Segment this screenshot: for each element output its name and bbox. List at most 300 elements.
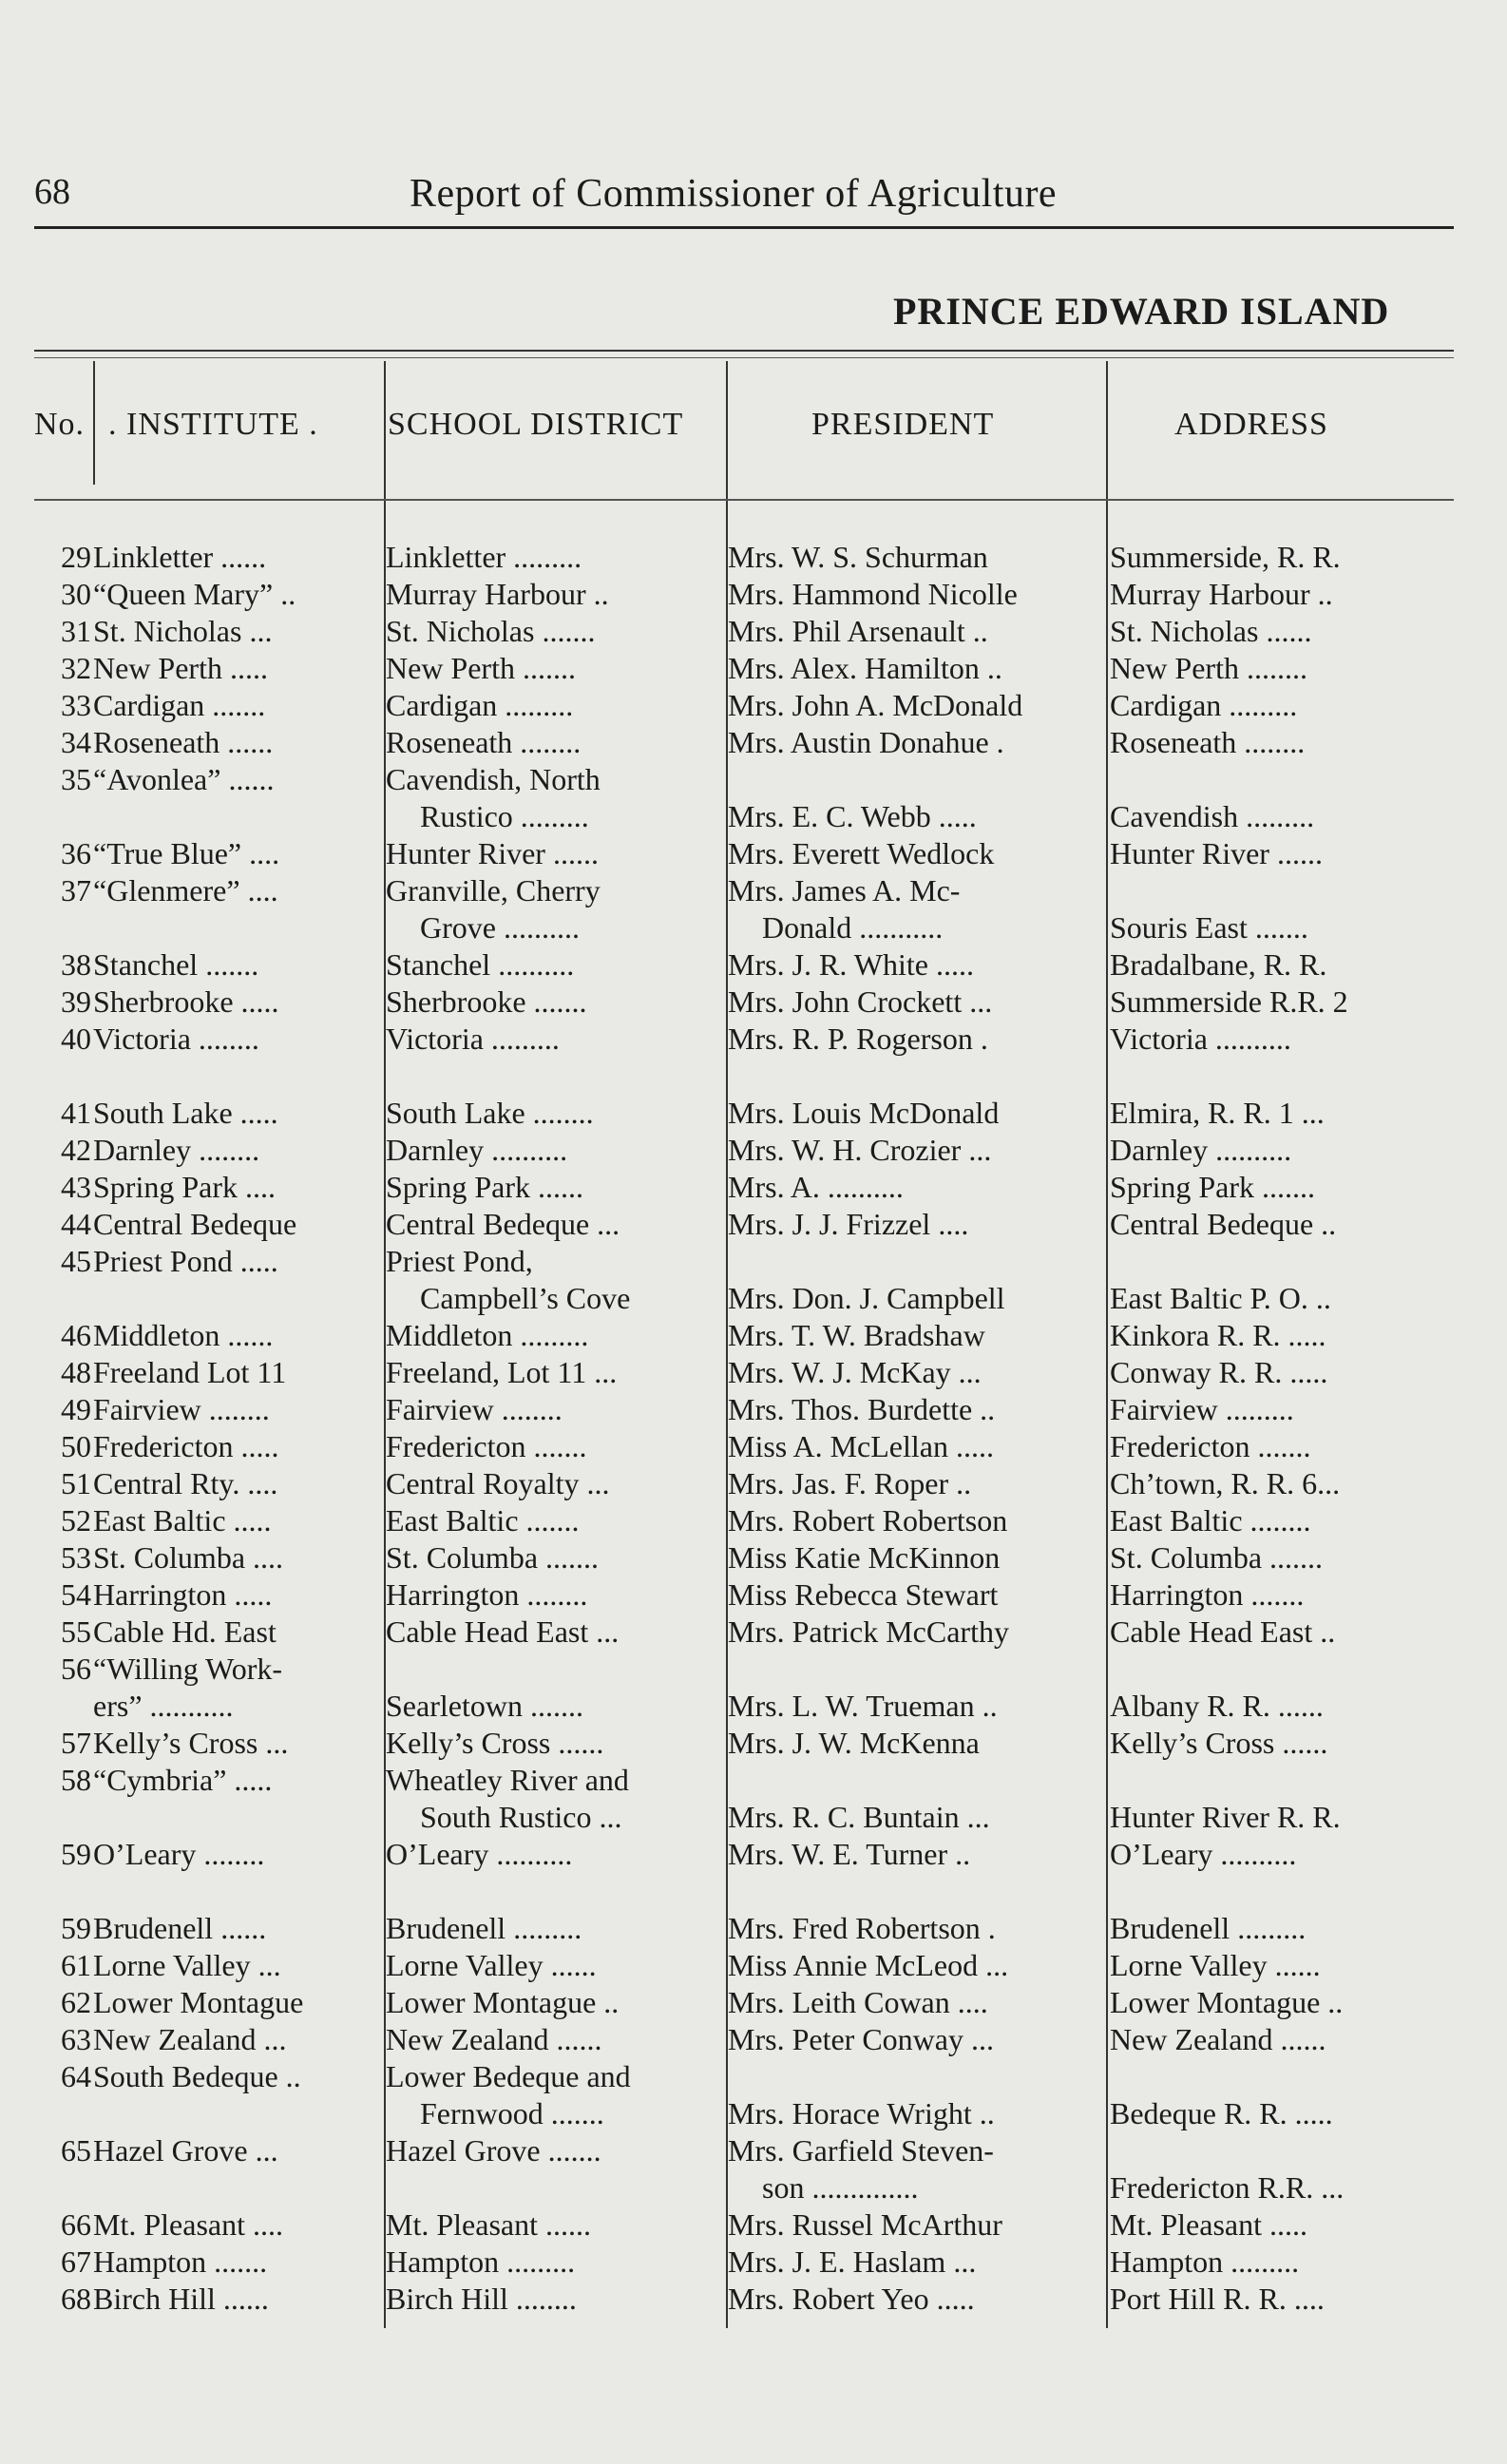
table-row [34,1502,1454,1539]
column-header-president: PRESIDENT [811,407,995,442]
column-header-no: No. [34,407,86,442]
institute-cell-line [93,1280,416,1317]
address-cell-line: Hunter River R. R. [1110,1800,1341,1834]
institute-cell-line: Sherbrooke ..... [93,984,279,1019]
address-cell [1110,1984,1452,2021]
president-cell [728,2206,1119,2244]
school-district-cell-line: Darnley .......... [386,1133,568,1167]
table-row [34,1539,1454,1576]
table-row [34,539,1454,576]
president-cell-line: Mrs. Garfield Steven- [728,2133,994,2168]
school-district-cell [386,946,758,984]
table-row [34,2058,1454,2132]
president-cell-line: Mrs. E. C. Webb ..... [728,799,977,833]
institute-cell-line [93,798,416,835]
institute-cell [93,984,416,1021]
institute-cell-line: New Zealand ... [93,2022,287,2056]
institute-cell [93,946,416,984]
president-cell-line: Mrs. Fred Robertson . [728,1911,996,1945]
institute-cell-line: Central Rty. .... [93,1466,278,1500]
address-cell [1110,539,1452,576]
school-district-cell-line: Fairview ........ [386,1392,563,1426]
row-number: 43 [61,1170,91,1204]
institute-cell-line: Cable Hd. East [93,1614,277,1649]
school-district-cell [386,1354,758,1391]
president-cell [728,1725,1119,1762]
president-cell-line: Mrs. R. P. Rogerson . [728,1022,988,1056]
school-district-cell [386,872,758,946]
school-district-cell-line: Harrington ........ [386,1577,588,1612]
address-cell-line: Murray Harbour .. [1110,577,1333,611]
running-title: Report of Commissioner of Agriculture [410,172,1058,216]
row-number: 30 [61,577,91,611]
president-cell-line: Mrs. John Crockett ... [728,984,993,1019]
header-bottom-rule [34,499,1454,501]
table-row [34,1095,1454,1132]
school-district-cell-line: St. Nicholas ....... [386,614,596,648]
address-cell-line: Souris East ....... [1110,910,1308,945]
column-header-address: ADDRESS [1174,407,1328,442]
address-cell-line: Lower Montague .. [1110,1985,1344,2019]
address-cell [1110,1391,1452,1428]
table-row [34,872,1454,946]
table-row [34,1576,1454,1614]
president-cell-line: Mrs. Robert Yeo ..... [728,2282,975,2316]
institute-cell [93,1354,416,1391]
table-row [34,1614,1454,1651]
school-district-cell-line: Lower Bedeque and [386,2059,631,2093]
institute-cell-line: Brudenell ...... [93,1911,267,1945]
school-district-cell-line: Murray Harbour .. [386,577,609,611]
address-cell [1110,2281,1452,2318]
institute-cell [93,1651,416,1725]
address-cell-line [1110,2132,1452,2169]
president-cell [728,613,1119,650]
institute-cell-line: Central Bedeque [93,1207,297,1241]
school-district-cell-line: East Baltic ....... [386,1503,580,1538]
table-row [34,835,1454,872]
president-cell-line: Mrs. J. R. White ..... [728,947,974,982]
institute-cell [93,1169,416,1206]
president-cell [728,1317,1119,1354]
table-row [34,1836,1454,1910]
school-district-cell [386,1206,758,1243]
president-cell [728,1243,1119,1317]
school-district-cell-line: Cardigan ......... [386,688,574,722]
row-number: 29 [61,540,91,574]
school-district-cell-line: Granville, Cherry [386,873,601,907]
president-cell-line: Miss Katie McKinnon [728,1540,1001,1575]
president-cell [728,1539,1119,1576]
school-district-cell-line: Brudenell ......... [386,1911,582,1945]
row-number: 46 [61,1318,91,1352]
school-district-cell-line: Freeland, Lot 11 ... [386,1355,618,1389]
institute-cell [93,1762,416,1836]
row-number: 67 [61,2244,91,2279]
president-cell-line [728,1058,1119,1095]
table-top-rule-thin [34,357,1454,358]
address-cell [1110,761,1452,835]
president-cell [728,1465,1119,1502]
institute-cell-line: O’Leary ........ [93,1837,265,1871]
president-cell [728,1984,1119,2021]
president-cell-line: Mrs. Jas. F. Roper .. [728,1466,972,1500]
institute-cell-line: Cardigan ....... [93,688,266,722]
table-row [34,1169,1454,1206]
school-district-cell-line: Kelly’s Cross ...... [386,1726,604,1760]
address-cell-line [1110,872,1452,909]
president-cell-line: Mrs. James A. Mc- [728,873,961,907]
school-district-cell-line: Lorne Valley ...... [386,1948,597,1982]
institute-cell-line: “True Blue” .... [93,836,280,870]
institute-cell [93,2021,416,2058]
institute-cell-line: South Bedeque .. [93,2059,301,2093]
table-row [34,1651,1454,1725]
table-row [34,724,1454,761]
address-cell-line: Summerside R.R. 2 [1110,984,1348,1019]
president-cell [728,1354,1119,1391]
institute-cell-line: “Willing Work- [93,1652,283,1686]
school-district-cell [386,1539,758,1576]
address-cell-line: Kelly’s Cross ...... [1110,1726,1328,1760]
school-district-cell-line: Searletown ....... [386,1689,583,1723]
president-cell [728,1910,1119,1947]
president-cell-line: Mrs. J. J. Frizzel .... [728,1207,969,1241]
address-cell-line: Albany R. R. ...... [1110,1689,1324,1723]
address-cell [1110,1206,1452,1243]
address-cell-line: Ch’town, R. R. 6... [1110,1466,1341,1500]
president-cell-line: Mrs. R. C. Buntain ... [728,1800,990,1834]
president-cell-line: Mrs. Thos. Burdette .. [728,1392,996,1426]
president-cell [728,1428,1119,1465]
school-district-cell-line: Stanchel .......... [386,947,575,982]
institute-cell-line: Priest Pond ..... [93,1244,278,1278]
president-cell [728,1576,1119,1614]
table-row [34,1465,1454,1502]
institutes-table [34,361,1454,2328]
school-district-cell-line [386,1873,758,1910]
table-row [34,650,1454,687]
institute-cell [93,1021,416,1095]
president-cell-line: Mrs. W. J. McKay ... [728,1355,982,1389]
address-cell [1110,1614,1452,1651]
row-number: 68 [61,2282,91,2316]
institute-cell [93,1132,416,1169]
row-number: 65 [61,2133,91,2168]
row-number: 51 [61,1466,91,1500]
institute-cell [93,1614,416,1651]
table-row [34,761,1454,835]
address-cell-line: Cavendish ......... [1110,799,1315,833]
institute-cell [93,1317,416,1354]
president-cell-line: Mrs. W. E. Turner .. [728,1837,971,1871]
school-district-cell [386,650,758,687]
table-row [34,576,1454,613]
row-number: 40 [61,1022,91,1056]
institute-cell-line: St. Columba .... [93,1540,284,1575]
school-district-cell [386,1317,758,1354]
institute-cell [93,1576,416,1614]
institute-cell-line: Victoria ........ [93,1022,259,1056]
address-cell [1110,1095,1452,1132]
address-cell-line [1110,1243,1452,1280]
address-cell-line: East Baltic ........ [1110,1503,1311,1538]
school-district-cell-line: Lower Montague .. [386,1985,620,2019]
president-cell-line [728,1243,1119,1280]
school-district-cell [386,576,758,613]
address-cell [1110,2132,1452,2206]
institute-cell-line [93,1058,416,1095]
president-cell [728,1132,1119,1169]
institute-cell [93,2132,416,2206]
school-district-cell [386,1836,758,1910]
section-title: PRINCE EDWARD ISLAND [893,290,1390,333]
institute-cell-line [93,1799,416,1836]
address-cell-line: Victoria .......... [1110,1022,1291,1056]
institute-cell-line: “Cymbria” ..... [93,1763,273,1797]
institute-cell-line [93,2169,416,2206]
president-cell [728,872,1119,946]
address-cell [1110,2244,1452,2281]
address-cell-line: Brudenell ......... [1110,1911,1307,1945]
president-cell [728,687,1119,724]
president-cell-line: Mrs. A. .......... [728,1170,904,1204]
school-district-cell [386,1651,758,1725]
school-district-cell-line: Mt. Pleasant ...... [386,2207,591,2242]
address-cell-line: Conway R. R. ..... [1110,1355,1328,1389]
institute-cell-line: Birch Hill ...... [93,2282,269,2316]
table-row [34,1206,1454,1243]
institute-cell [93,2244,416,2281]
school-district-cell [386,1428,758,1465]
address-cell [1110,1465,1452,1502]
institute-cell-line: Lower Montague [93,1985,304,2019]
row-number: 48 [61,1355,91,1389]
school-district-cell-line: Priest Pond, [386,1244,533,1278]
school-district-cell-line: Hazel Grove ....... [386,2133,601,2168]
address-cell-line: Fairview ......... [1110,1392,1294,1426]
institute-cell-line: Hampton ....... [93,2244,268,2279]
address-cell-line: Summerside, R. R. [1110,540,1341,574]
president-cell-line: Mrs. Peter Conway ... [728,2022,994,2056]
school-district-cell-line: O’Leary .......... [386,1837,573,1871]
address-cell-line: Port Hill R. R. .... [1110,2282,1325,2316]
address-cell [1110,1354,1452,1391]
president-cell [728,1614,1119,1651]
school-district-cell-line: Sherbrooke ....... [386,984,587,1019]
address-cell [1110,946,1452,984]
address-cell [1110,1428,1452,1465]
address-cell [1110,1576,1452,1614]
president-cell [728,1021,1119,1095]
president-cell [728,1169,1119,1206]
table-row [34,1984,1454,2021]
address-cell [1110,576,1452,613]
president-cell-line: Mrs. J. W. McKenna [728,1726,980,1760]
school-district-cell [386,2206,758,2244]
school-district-cell [386,1725,758,1762]
address-cell-line: Mt. Pleasant ..... [1110,2207,1307,2242]
president-cell-line: Donald ........... [762,910,944,945]
president-cell [728,576,1119,613]
president-cell-line: Mrs. Horace Wright .. [728,2096,995,2130]
table-row [34,1910,1454,1947]
president-cell-line: Mrs. Robert Robertson [728,1503,1008,1538]
header-rule [34,226,1454,229]
running-head [34,171,1459,220]
president-cell-line: Mrs. W. S. Schurman [728,540,988,574]
school-district-cell [386,687,758,724]
school-district-cell-line: Grove .......... [420,910,580,945]
column-header-school-district: SCHOOL DISTRICT [388,407,684,442]
table-row [34,984,1454,1021]
president-cell-line: son .............. [762,2170,919,2205]
institute-cell-line: Hazel Grove ... [93,2133,278,2168]
president-cell-line: Mrs. T. W. Bradshaw [728,1318,985,1352]
school-district-cell-line: Central Royalty ... [386,1466,610,1500]
row-number: 35 [61,762,91,796]
school-district-cell-line [386,1651,758,1688]
address-cell [1110,687,1452,724]
address-cell-line [1110,1058,1452,1095]
table-row [34,1354,1454,1391]
address-cell-line: New Zealand ...... [1110,2022,1326,2056]
president-cell-line: Mrs. Hammond Nicolle [728,577,1018,611]
institute-cell [93,613,416,650]
row-number: 39 [61,984,91,1019]
president-cell [728,761,1119,835]
address-cell-line: Fredericton ....... [1110,1429,1311,1463]
president-cell-line [728,1873,1119,1910]
school-district-cell [386,1169,758,1206]
address-cell [1110,1021,1452,1095]
school-district-cell-line: Fernwood ....... [420,2096,604,2130]
row-number: 33 [61,688,91,722]
institute-cell [93,1206,416,1243]
row-number: 38 [61,947,91,982]
institute-cell [93,1910,416,1947]
institute-cell [93,1984,416,2021]
president-cell [728,1206,1119,1243]
president-cell-line [728,761,1119,798]
row-number: 32 [61,651,91,685]
address-cell [1110,1539,1452,1576]
address-cell-line: East Baltic P. O. .. [1110,1281,1331,1315]
row-number: 58 [61,1763,91,1797]
row-number: 56 [61,1652,91,1686]
president-cell-line: Mrs. W. H. Crozier ... [728,1133,992,1167]
institute-cell-line: Middleton ...... [93,1318,274,1352]
president-cell-line: Mrs. Phil Arsenault .. [728,614,988,648]
table-row [34,946,1454,984]
president-cell [728,835,1119,872]
institute-cell [93,761,416,835]
president-cell [728,2021,1119,2058]
institute-cell-line: Fredericton ..... [93,1429,279,1463]
address-cell-line: Fredericton R.R. ... [1110,2170,1345,2205]
school-district-cell-line: South Rustico ... [420,1800,622,1834]
president-cell [728,724,1119,761]
table-row [34,1243,1454,1317]
president-cell-line: Miss A. McLellan ..... [728,1429,994,1463]
school-district-cell [386,1576,758,1614]
institute-cell [93,539,416,576]
institute-cell-line: Kelly’s Cross ... [93,1726,289,1760]
school-district-cell-line: Cable Head East ... [386,1614,620,1649]
address-cell-line: Cable Head East .. [1110,1614,1336,1649]
table-row [34,1021,1454,1095]
table-row [34,1428,1454,1465]
school-district-cell [386,1502,758,1539]
address-cell-line: Hampton ......... [1110,2244,1300,2279]
institute-cell [93,650,416,687]
row-number: 34 [61,725,91,759]
president-cell-line: Mrs. John A. McDonald [728,688,1023,722]
address-cell-line [1110,2058,1452,2095]
address-cell-line: O’Leary .......... [1110,1837,1297,1871]
address-cell [1110,1910,1452,1947]
president-cell [728,1651,1119,1725]
address-cell [1110,1947,1452,1984]
address-cell [1110,984,1452,1021]
address-cell [1110,1317,1452,1354]
address-cell-line: St. Columba ....... [1110,1540,1324,1575]
institute-cell-line: Spring Park .... [93,1170,276,1204]
column-divider [93,361,95,485]
school-district-cell-line: Roseneath ........ [386,725,582,759]
institute-cell-line: Linkletter ...... [93,540,267,574]
president-cell-line [728,2058,1119,2095]
school-district-cell-line: Wheatley River and [386,1763,629,1797]
school-district-cell [386,1095,758,1132]
president-cell [728,984,1119,1021]
row-number: 31 [61,614,91,648]
row-number: 54 [61,1577,91,1612]
school-district-cell [386,1947,758,1984]
row-number: 42 [61,1133,91,1167]
table-row [34,1725,1454,1762]
address-cell-line: Elmira, R. R. 1 ... [1110,1096,1325,1130]
address-cell [1110,1651,1452,1725]
president-cell [728,1836,1119,1910]
president-cell-line: Mrs. Patrick McCarthy [728,1614,1009,1649]
row-number: 53 [61,1540,91,1575]
address-cell [1110,724,1452,761]
institute-cell [93,1243,416,1317]
address-cell-line [1110,761,1452,798]
president-cell [728,2281,1119,2318]
institute-cell-line: “Avonlea” ...... [93,762,275,796]
president-cell [728,2132,1119,2206]
president-cell-line [728,1651,1119,1688]
row-number: 66 [61,2207,91,2242]
school-district-cell-line: Middleton ......... [386,1318,589,1352]
school-district-cell [386,1762,758,1836]
school-district-cell [386,2021,758,2058]
president-cell [728,2058,1119,2132]
table-row [34,1947,1454,1984]
president-cell [728,1762,1119,1836]
table-row [34,2206,1454,2244]
president-cell [728,650,1119,687]
table-row [34,613,1454,650]
address-cell-line: Bradalbane, R. R. [1110,947,1327,982]
institute-cell [93,2281,416,2318]
school-district-cell [386,761,758,835]
institute-cell-line: Stanchel ....... [93,947,259,982]
president-cell-line: Mrs. Louis McDonald [728,1096,1000,1130]
address-cell [1110,835,1452,872]
